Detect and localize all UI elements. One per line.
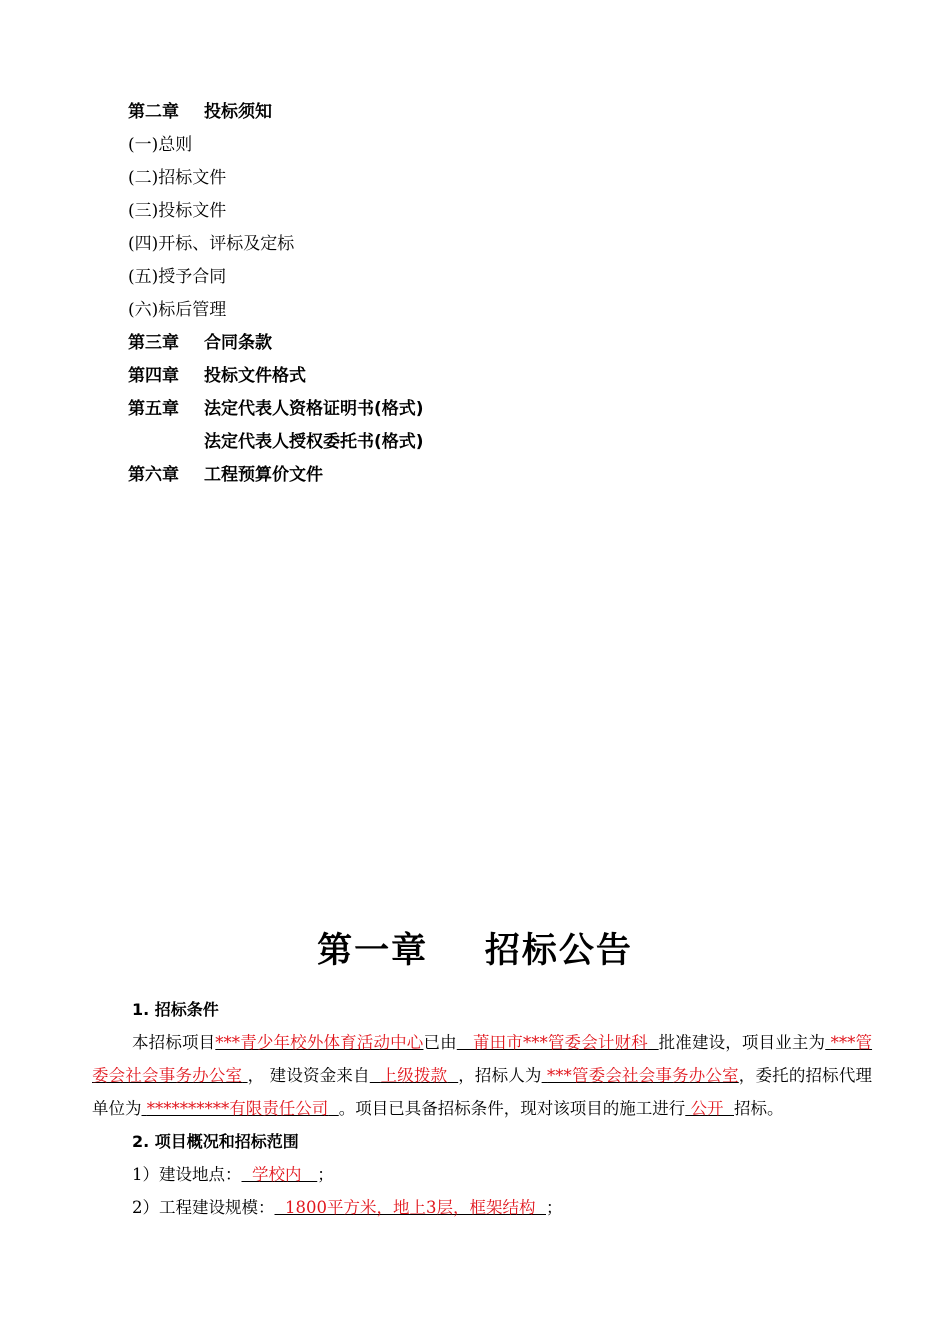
- toc-chapter-2[interactable]: [128, 96, 828, 129]
- agent-name: **********有限责任公司: [146, 1099, 329, 1118]
- item-label: 1）建设地点：: [132, 1165, 242, 1184]
- list-item-location: [92, 1158, 872, 1191]
- funding-source: 上级拨款: [380, 1066, 448, 1085]
- toc-subsection[interactable]: (二)招标文件: [128, 168, 227, 188]
- text: ，委托的招标代理单位为: [92, 1066, 873, 1118]
- tenderer-name: ***管委会社会事务办公室: [547, 1066, 739, 1085]
- tender-conditions-paragraph: [92, 1026, 872, 1125]
- blank-underline: [457, 1033, 473, 1052]
- blank-underline: [242, 1165, 253, 1184]
- approver-name: 莆田市***管委会计财科: [473, 1033, 648, 1052]
- toc-chapter-4[interactable]: [128, 360, 828, 393]
- item-label: 2）工程建设规模：: [132, 1198, 275, 1217]
- text: 本招标项目: [132, 1033, 216, 1052]
- text: ，招标人为: [458, 1066, 542, 1085]
- toc-subsection[interactable]: (一)总则: [128, 135, 193, 155]
- toc-chapter-title: 投标文件格式: [204, 366, 306, 386]
- toc-chapter-title: 工程预算价文件: [204, 465, 323, 485]
- scale-value: 1800平方米，地上3层，框架结构: [285, 1198, 536, 1217]
- section-heading-tender-conditions: 1. 招标条件: [132, 1000, 219, 1019]
- toc-chapter-title: 投标须知: [204, 102, 272, 122]
- blank-underline: [648, 1033, 659, 1052]
- toc-subsection[interactable]: (六)标后管理: [128, 300, 227, 320]
- tender-method: 公开: [690, 1099, 724, 1118]
- blank-underline: [724, 1099, 735, 1118]
- chapter-title: 第一章 招标公告: [317, 931, 633, 971]
- toc-subsection[interactable]: (三)投标文件: [128, 201, 227, 221]
- text: 招标。: [734, 1099, 784, 1118]
- item-end: ；: [317, 1165, 334, 1184]
- text: ， 建设资金来自: [247, 1066, 370, 1085]
- toc-chapter-number: 第二章: [128, 102, 179, 122]
- blank-underline: [275, 1198, 286, 1217]
- blank-underline: [370, 1066, 381, 1085]
- blank-underline: [447, 1066, 458, 1085]
- toc-chapter-5-title-2[interactable]: 法定代表人授权委托书(格式): [204, 432, 424, 452]
- section-heading-project-overview: 2. 项目概况和招标范围: [132, 1132, 299, 1151]
- table-of-contents: [128, 96, 828, 492]
- toc-chapter-title: 法定代表人资格证明书(格式): [204, 399, 424, 419]
- chapter-body: [92, 993, 872, 1224]
- text: 。项目已具备招标条件，现对该项目的施工进行: [338, 1099, 686, 1118]
- blank-underline: [302, 1165, 318, 1184]
- blank-underline: [536, 1198, 547, 1217]
- text: 批准建设，项目业主为: [658, 1033, 826, 1052]
- toc-chapter-number: 第五章: [128, 399, 179, 419]
- owner-name: ***管委会社会事务办公室: [92, 1033, 873, 1085]
- toc-chapter-5[interactable]: [128, 393, 828, 426]
- toc-chapter-6[interactable]: [128, 459, 828, 492]
- toc-subsection[interactable]: (五)授予合同: [128, 267, 227, 287]
- blank-underline: [328, 1099, 339, 1118]
- list-item-scale: [92, 1191, 872, 1224]
- item-end: ；: [546, 1198, 563, 1217]
- toc-chapter-3[interactable]: [128, 327, 828, 360]
- text: 已由: [423, 1033, 457, 1052]
- toc-chapter-number: 第四章: [128, 366, 179, 386]
- toc-chapter-number: 第三章: [128, 333, 179, 353]
- location-value: 学校内: [252, 1165, 302, 1184]
- toc-subsection[interactable]: (四)开标、评标及定标: [128, 234, 295, 254]
- project-name: ***青少年校外体育活动中心: [215, 1033, 424, 1052]
- toc-chapter-title: 合同条款: [204, 333, 272, 353]
- toc-chapter-number: 第六章: [128, 465, 179, 485]
